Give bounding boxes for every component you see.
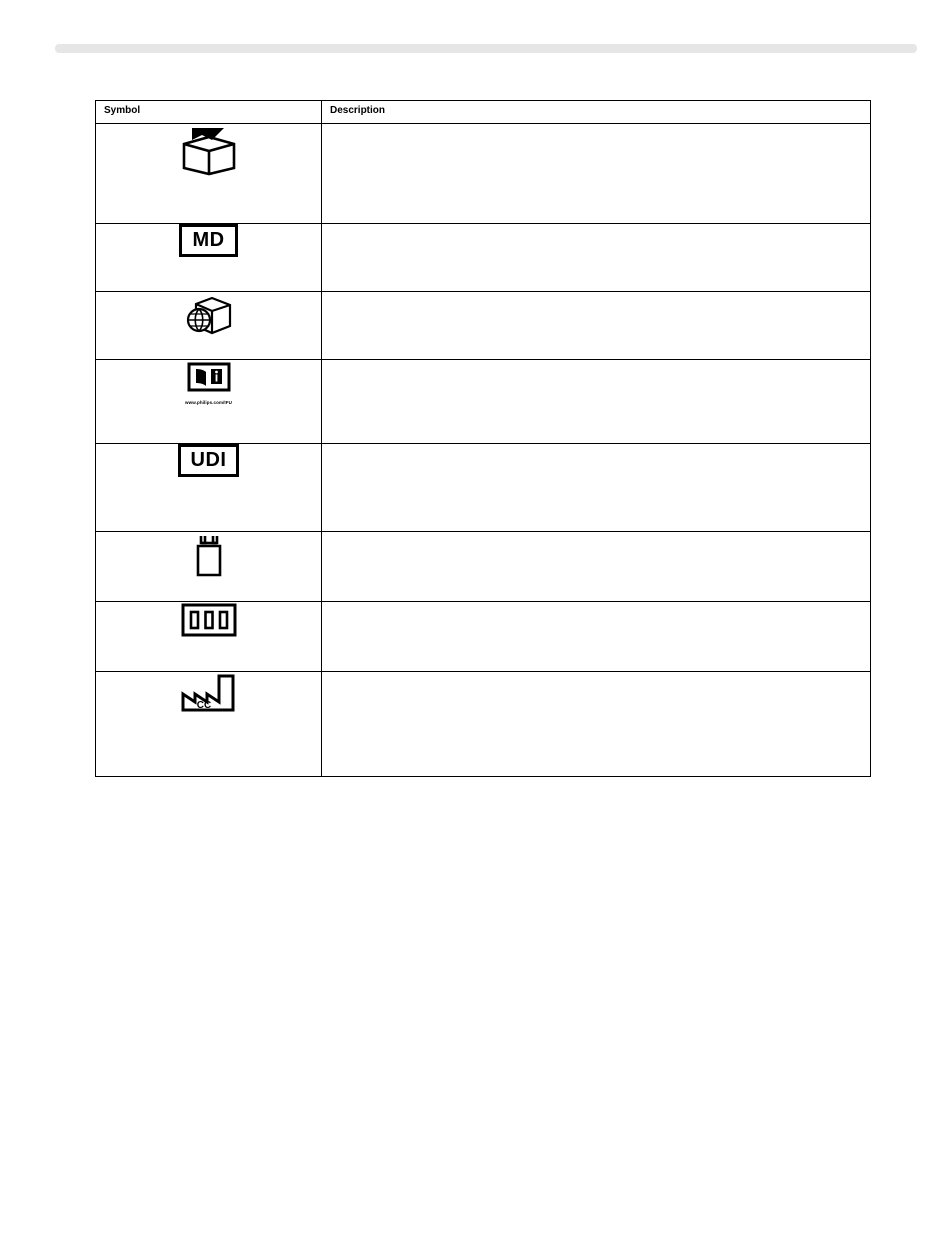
symbol-cell bbox=[96, 124, 322, 224]
symbol-cell bbox=[96, 532, 322, 602]
symbol-cell bbox=[96, 224, 322, 292]
table-header-row bbox=[96, 101, 871, 124]
unique-device-identifier-icon: UDI bbox=[178, 444, 240, 477]
description-cell bbox=[322, 360, 871, 444]
description-cell bbox=[322, 672, 871, 777]
global-distribution-icon bbox=[182, 292, 236, 342]
column-header-symbol bbox=[96, 101, 322, 124]
ifu-url-caption: www.philips.com/IFU bbox=[185, 400, 232, 405]
symbol-cell bbox=[96, 292, 322, 360]
medical-device-icon: MD bbox=[179, 224, 237, 257]
table-row bbox=[96, 444, 871, 532]
consult-instructions-for-use-icon bbox=[186, 360, 232, 394]
svg-text:CC: CC bbox=[196, 700, 211, 711]
description-cell bbox=[322, 532, 871, 602]
symbol-description-table bbox=[95, 100, 871, 777]
table-row bbox=[96, 602, 871, 672]
description-cell bbox=[322, 124, 871, 224]
description-cell bbox=[322, 224, 871, 292]
table-row bbox=[96, 672, 871, 777]
description-cell bbox=[322, 444, 871, 532]
package-opened-icon bbox=[178, 124, 240, 176]
symbol-cell bbox=[96, 444, 322, 532]
symbol-cell bbox=[96, 672, 322, 777]
table-row bbox=[96, 124, 871, 224]
batch-container-icon bbox=[180, 602, 238, 638]
single-use-container-icon bbox=[189, 532, 229, 580]
table-row bbox=[96, 532, 871, 602]
description-cell bbox=[322, 292, 871, 360]
country-of-manufacture-icon bbox=[178, 672, 240, 716]
column-header-description-label: Description bbox=[330, 105, 386, 116]
description-cell bbox=[322, 602, 871, 672]
column-header-description bbox=[322, 101, 871, 124]
column-header-symbol-label: Symbol bbox=[104, 105, 141, 116]
table-row bbox=[96, 224, 871, 292]
table-row bbox=[96, 292, 871, 360]
symbol-cell bbox=[96, 360, 322, 444]
page-header-band bbox=[55, 44, 917, 53]
symbol-cell bbox=[96, 602, 322, 672]
table-row bbox=[96, 360, 871, 444]
